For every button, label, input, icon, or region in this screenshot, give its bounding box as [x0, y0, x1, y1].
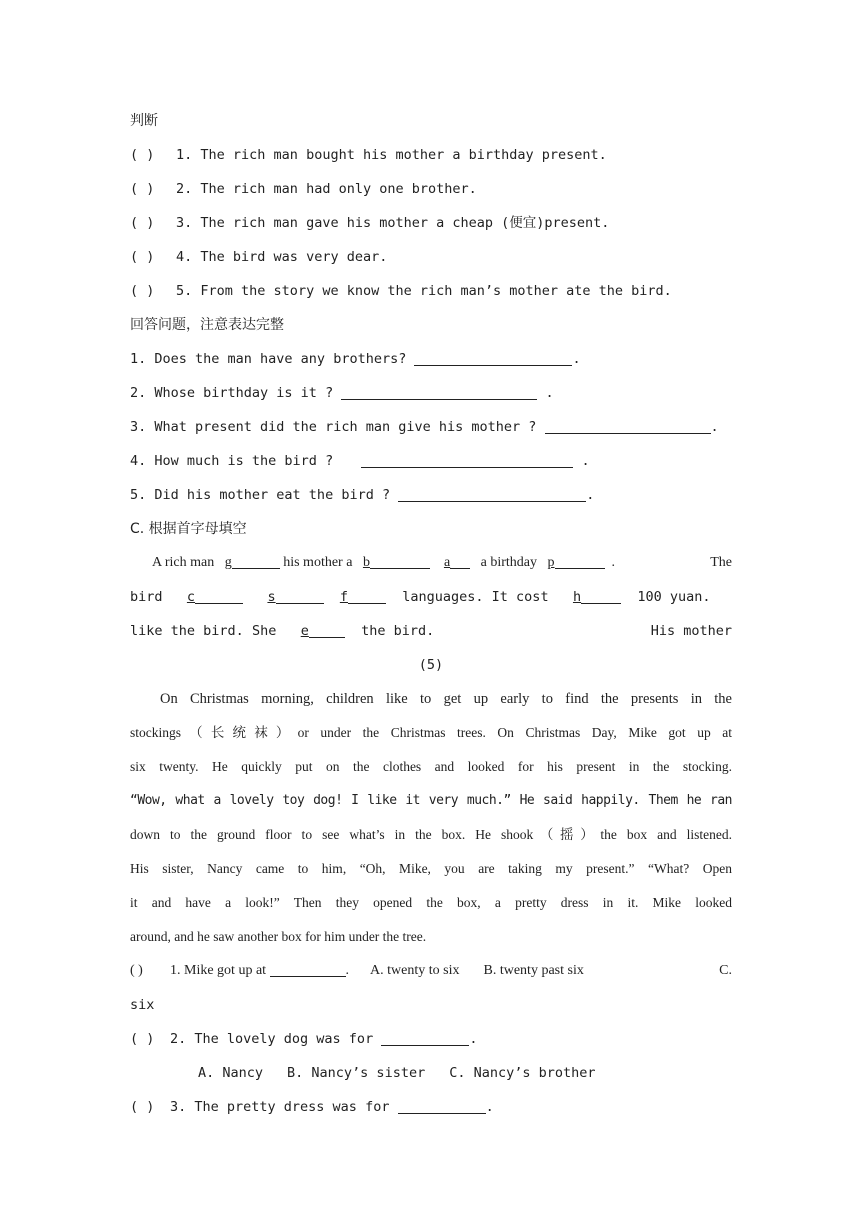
letter-blank-p[interactable]: p	[547, 555, 555, 570]
worksheet-page	[130, 104, 732, 1124]
answer-parentheses[interactable]: ( )	[130, 283, 155, 299]
qa-item: 1. Does the man have any brothers? .	[130, 351, 581, 367]
answer-blank[interactable]	[398, 1098, 486, 1114]
tf-statement: From the story we know the rich man’s mother ate the bird.	[200, 283, 672, 299]
question-text: 2. Whose birthday is it ?	[130, 385, 334, 401]
tf-statement: The rich man bought his mother a birthday present.	[200, 147, 607, 163]
mc-question-1: ( ) 1. Mike got up at . A. twenty to six B. twenty past six C.	[130, 954, 732, 988]
mc-options-2	[130, 1056, 732, 1090]
answer-blank[interactable]	[381, 1030, 469, 1046]
mc-option-c-wrap: six	[130, 997, 155, 1013]
question-text: 3. What present did the rich man give his mother ?	[130, 419, 537, 435]
passage-line: down to the ground floor to see what’s in the box. He shook（摇）the box and listened.	[130, 827, 732, 842]
letter-blank-g[interactable]: g	[224, 555, 232, 570]
mc-option-b[interactable]: B. twenty past six	[483, 963, 584, 978]
section-number: (5)	[418, 657, 444, 673]
qa-item: 5. Did his mother eat the bird ? .	[130, 487, 595, 503]
letter-blank-a[interactable]: a	[443, 555, 451, 570]
answer-parentheses[interactable]: ( )	[130, 215, 155, 231]
fill-line-1: A rich man g his mother a b a a birthday p . The	[152, 555, 732, 570]
passage-line: six twenty. He quickly put on the clothes and looked for his present in the stocking.	[130, 759, 732, 774]
reading-passage	[130, 682, 732, 954]
passage-line: On Christmas morning, children like to get up early to find the presents in the	[160, 691, 732, 707]
qa-item: 4. How much is the bird ? .	[130, 453, 590, 469]
passage-line: His sister, Nancy came to him, “Oh, Mike, you are taking my present.” “What? Open	[130, 861, 732, 876]
answer-parentheses[interactable]: ( )	[130, 1099, 155, 1115]
tf-statement: The rich man had only one brother.	[200, 181, 477, 197]
letter-blank-b[interactable]: b	[362, 555, 370, 570]
answer-parentheses[interactable]: ( )	[130, 1031, 155, 1047]
fill-paragraph	[130, 546, 732, 648]
mc-question-3: ( ) 3. The pretty dress was for .	[130, 1090, 732, 1124]
letter-blank-h[interactable]: h	[572, 589, 582, 605]
passage-line: around, and he saw another box for him under the tree.	[130, 929, 427, 944]
answer-blank[interactable]	[341, 384, 537, 400]
answer-parentheses[interactable]: ( )	[130, 147, 155, 163]
passage-line: stockings（长统袜）or under the Christmas trees. On Christmas Day, Mike got up at	[130, 725, 732, 740]
tf-item: ( ) 3. The rich man gave his mother a cheap (便宜)present.	[130, 206, 732, 240]
tf-item: ( ) 2. The rich man had only one brother.	[130, 172, 732, 206]
tf-statement: The bird was very dear.	[200, 249, 388, 265]
qa-heading: 回答问题，注意表达完整	[130, 317, 284, 333]
answer-blank[interactable]	[270, 961, 346, 977]
question-text: 5. Did his mother eat the bird ?	[130, 487, 391, 503]
answer-blank[interactable]	[545, 418, 711, 434]
tf-item: ( ) 5. From the story we know the rich man’s mother ate the bird.	[130, 274, 732, 308]
answer-blank[interactable]	[414, 350, 572, 366]
tf-statement: The rich man gave his mother a cheap (便宜)present.	[200, 215, 610, 231]
answer-parentheses[interactable]: ( )	[130, 249, 155, 265]
mc-option-b[interactable]: B. Nancy’s sister	[287, 1065, 426, 1081]
multiple-choice	[130, 954, 732, 1124]
mc-option-a[interactable]: A. Nancy	[198, 1065, 264, 1081]
true-false-heading: 判断	[130, 113, 158, 129]
true-false-list	[130, 138, 732, 308]
qa-item: 3. What present did the rich man give his mother ? .	[130, 419, 719, 435]
qa-list	[130, 342, 732, 512]
fill-line-2: bird c s f languages. It cost h 100 yuan. His mother	[130, 589, 732, 639]
question-text: 1. Does the man have any brothers?	[130, 351, 407, 367]
answer-blank[interactable]	[361, 452, 573, 468]
mc-option-a[interactable]: A. twenty to six	[370, 963, 460, 978]
fill-line-3: like the bird. She e the bird.	[130, 623, 435, 639]
mc-question-2: ( ) 2. The lovely dog was for .	[130, 1022, 732, 1056]
letter-blank-s[interactable]: s	[267, 589, 276, 605]
question-text: 4. How much is the bird ?	[130, 453, 334, 469]
qa-item: 2. Whose birthday is it ? .	[130, 385, 554, 401]
answer-parentheses[interactable]: ( )	[130, 963, 143, 978]
fill-heading: C. 根据首字母填空	[130, 521, 247, 537]
letter-blank-e[interactable]: e	[300, 623, 309, 639]
passage-line: it and have a look!” Then they opened the box, a pretty dress in it. Mike looked	[130, 895, 732, 910]
letter-blank-f[interactable]: f	[339, 589, 348, 605]
answer-blank[interactable]	[398, 486, 586, 502]
letter-blank-c[interactable]: c	[186, 589, 196, 605]
mc-option-c[interactable]: C.	[719, 963, 732, 978]
answer-parentheses[interactable]: ( )	[130, 181, 155, 197]
tf-item: ( ) 1. The rich man bought his mother a birthday present.	[130, 138, 732, 172]
tf-item: ( ) 4. The bird was very dear.	[130, 240, 732, 274]
mc-option-c[interactable]: C. Nancy’s brother	[449, 1065, 596, 1081]
passage-line: “Wow, what a lovely toy dog! I like it very much.” He said happily. Them he ran	[130, 793, 732, 808]
